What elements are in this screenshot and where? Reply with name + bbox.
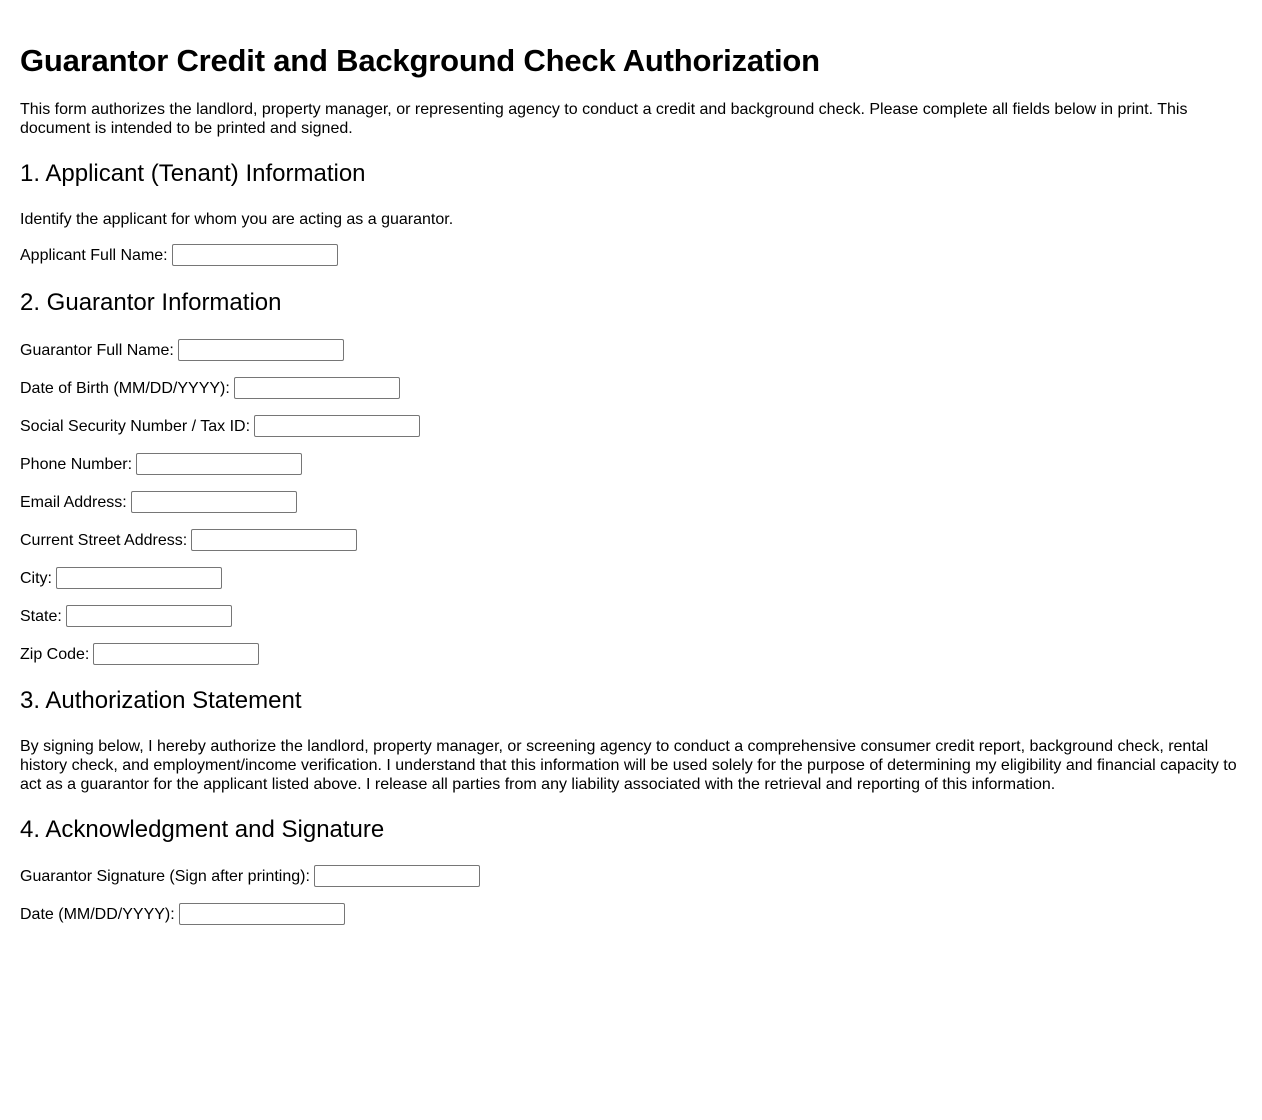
ssn-tax-id-label: Social Security Number / Tax ID: (20, 417, 251, 435)
state-input[interactable] (66, 605, 232, 627)
signature-date-field (20, 903, 1242, 925)
applicant-name-field (20, 244, 1242, 266)
applicant-name-input[interactable] (172, 244, 338, 266)
date-of-birth-field (20, 377, 1242, 399)
city-field (20, 567, 1242, 589)
email-address-label: Email Address: (20, 493, 127, 511)
signature-date-label: Date (MM/DD/YYYY): (20, 905, 175, 923)
phone-number-label: Phone Number: (20, 455, 133, 473)
city-input[interactable] (56, 567, 222, 589)
zip-code-field (20, 643, 1242, 665)
city-label: City: (20, 569, 52, 587)
zip-code-label: Zip Code: (20, 645, 90, 663)
street-address-input[interactable] (191, 529, 357, 551)
section-1-heading: 1. Applicant (Tenant) Information (20, 160, 366, 187)
date-of-birth-label: Date of Birth (MM/DD/YYYY): (20, 379, 230, 397)
state-label: State: (20, 607, 62, 625)
authorization-statement-text: By signing below, I hereby authorize the landlord, property manager, or screening agency to conduct a comprehensive consumer credit report, background check, rental history check, and employment/income verification. I understand that this information will be used solely for the purpose of determining my eligibility and financial capacity to act as a guarantor for the applicant listed above. I release all parties from any liability associated with the retrieval and reporting of this information. (20, 738, 1237, 793)
email-address-field (20, 491, 1242, 513)
phone-number-field (20, 453, 1242, 475)
section-4-heading: 4. Acknowledgment and Signature (20, 816, 385, 843)
section-1-description: Identify the applicant for whom you are acting as a guarantor. (20, 211, 454, 228)
section-2-heading: 2. Guarantor Information (20, 289, 282, 316)
signature-input[interactable] (314, 865, 480, 887)
date-of-birth-input[interactable] (234, 377, 400, 399)
phone-number-input[interactable] (136, 453, 302, 475)
signature-date-input[interactable] (179, 903, 345, 925)
guarantor-name-field (20, 339, 1242, 361)
guarantor-name-input[interactable] (178, 339, 344, 361)
ssn-tax-id-field (20, 415, 1242, 437)
page-title: Guarantor Credit and Background Check Authorization (20, 43, 820, 78)
intro-text: This form authorizes the landlord, property manager, or representing agency to conduct a credit and background check. Please complete all fields below in print. This document is intended to be printed and signed. (20, 101, 1188, 137)
zip-code-input[interactable] (93, 643, 259, 665)
signature-label: Guarantor Signature (Sign after printing): (20, 867, 310, 885)
ssn-tax-id-input[interactable] (254, 415, 420, 437)
street-address-field (20, 529, 1242, 551)
section-3-heading: 3. Authorization Statement (20, 687, 302, 714)
applicant-name-label: Applicant Full Name: (20, 246, 168, 264)
email-address-input[interactable] (131, 491, 297, 513)
street-address-label: Current Street Address: (20, 531, 188, 549)
guarantor-name-label: Guarantor Full Name: (20, 341, 174, 359)
state-field (20, 605, 1242, 627)
signature-field (20, 865, 1242, 887)
